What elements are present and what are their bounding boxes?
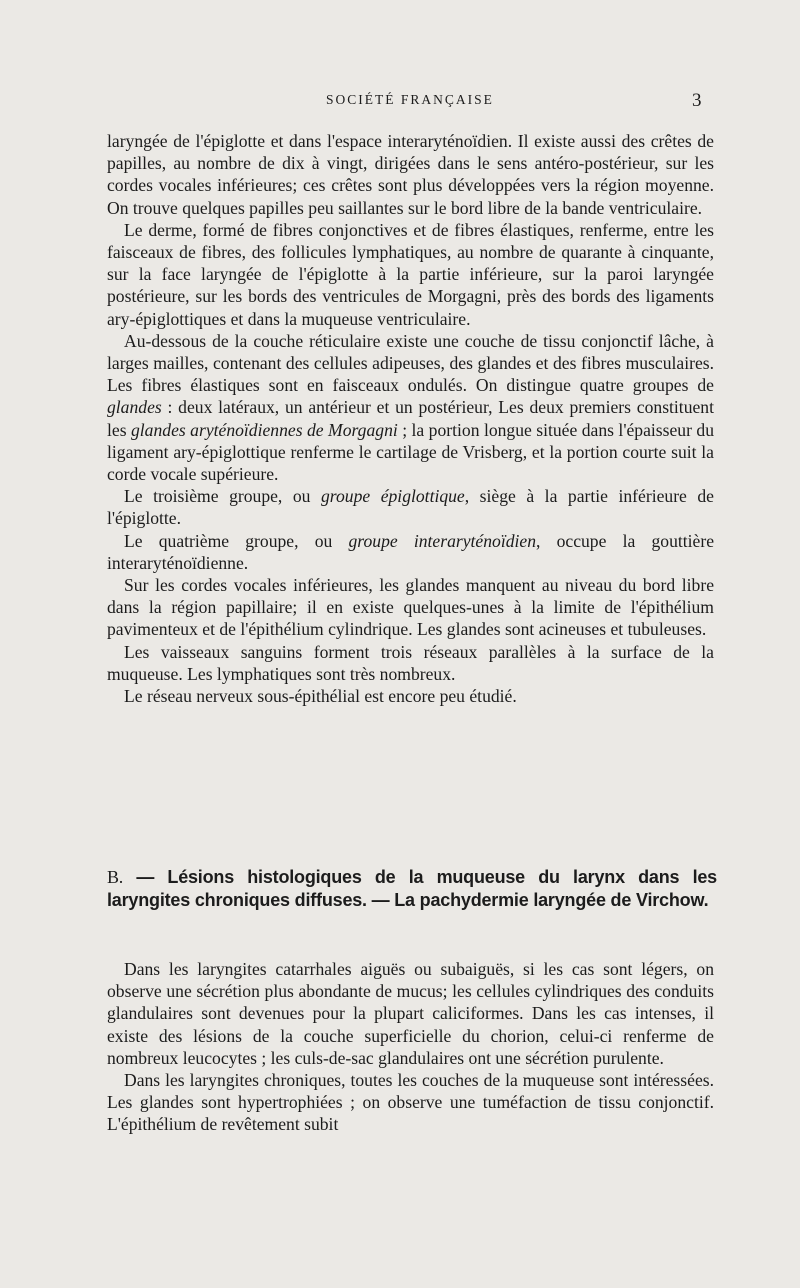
paragraph-troisieme-groupe: [107, 485, 714, 529]
text-block-anatomy: [107, 130, 714, 707]
paragraph-cordes-vocales: Sur les cordes vocales inférieures, les glandes manquent au niveau du bord libre dans la région papillaire; il en existe quelques-unes à la limite de l'épithélium pavimenteux et de l'épithélium cylindrique. Les glandes sont acineuses et tubuleuses.: [107, 575, 714, 640]
italic-term: groupe interaryténoïdien: [348, 530, 537, 551]
paragraph-laryngites-chroniques: Dans les laryngites chroniques, toutes les couches de la muqueuse sont intéressées. Les glandes sont hypertrophiées ; on observe une tuméfaction de tissu conjonctif. L'épithélium de revêtement subit: [107, 1070, 714, 1135]
italic-term: groupe épiglottique: [320, 486, 465, 507]
paragraph-laryngites-catarrhales: Dans les laryngites catarrhales aiguës ou subaiguës, si les cas sont légers, on observe une sécrétion plus abondante de mucus; les cellules cylindriques des conduits glandulaires sont devenues pour la plupart caliciformes. Dans les cas intenses, il existe des lésions de la couche superficielle du chorion, celui-ci renferme de nombreux leucocytes ; les culs-de-sac glandulaires ont une sécrétion purulente.: [107, 959, 714, 1068]
text-run: Le troisième groupe, ou: [124, 486, 321, 507]
section-heading-text: — Lésions histologiques de la muqueuse du larynx dans les laryngites chroniques diffuses. — La pachydermie laryngée de Virchow.: [107, 867, 717, 910]
italic-term: glandes: [107, 397, 162, 418]
text-run: , siège à la partie inférieure de l'épiglotte.: [107, 486, 714, 529]
text-run: , occupe la gouttière interaryténoïdienne.: [107, 530, 715, 573]
paragraph-vaisseaux: Les vaisseaux sanguins forment trois réseaux parallèles à la surface de la muqueuse. Les lymphatiques sont très nombreux.: [107, 641, 714, 684]
text-run: Au-dessous de la couche réticulaire existe une couche de tissu conjonctif lâche, à larges mailles, contenant des cellules adipeuses, des glandes et des fibres musculaires. Les fibres élastiques sont en faisceaux ondulés. On distingue quatre groupes de: [107, 330, 714, 396]
paragraph-reseau-nerveux: Le réseau nerveux sous-épithélial est encore peu étudié.: [124, 686, 517, 707]
section-letter: B.: [107, 867, 124, 887]
text-run: ; la portion longue située dans l'épaisseur du ligament ary-épiglottique renferme le cartilage de Vrisberg, et la portion courte suit la corde vocale supérieure.: [107, 419, 714, 485]
paragraph-couche-reticulaire: [107, 330, 714, 485]
page-number: 3: [692, 90, 702, 111]
italic-term: glandes aryténoïdiennes de Morgagni: [131, 419, 398, 440]
text-run: Le quatrième groupe, ou: [124, 530, 349, 551]
paragraph-quatrieme-groupe: [107, 530, 714, 574]
text-block-lesions: [107, 958, 714, 1136]
paragraph-continuation: laryngée de l'épiglotte et dans l'espace interaryténoïdien. Il existe aussi des crêtes de papilles, au nombre de dix à vingt, dirigées dans le sens antéro-postérieur, sur les cordes vocales inférieures; ces crêtes sont plus développées vers la région moyenne. On trouve quelques papilles peu saillantes sur le bord libre de la bande ventriculaire.: [107, 131, 714, 218]
text-run: : deux latéraux, un antérieur et un postérieur, Les deux premiers constituent les: [107, 397, 714, 440]
section-heading: [107, 866, 717, 912]
paragraph-derme: Le derme, formé de fibres conjonctives et de fibres élastiques, renferme, entre les faisceaux de fibres, des follicules lymphatiques, au nombre de quarante à cinquante, sur la face laryngée de l'épiglotte à la partie inférieure, sur la paroi laryngée postérieure, sur les bords des ventricules de Morgagni, près des bords des ligaments ary-épiglottiques et dans la muqueuse ventriculaire.: [107, 219, 714, 329]
running-title: SOCIÉTÉ FRANÇAISE: [326, 92, 494, 107]
